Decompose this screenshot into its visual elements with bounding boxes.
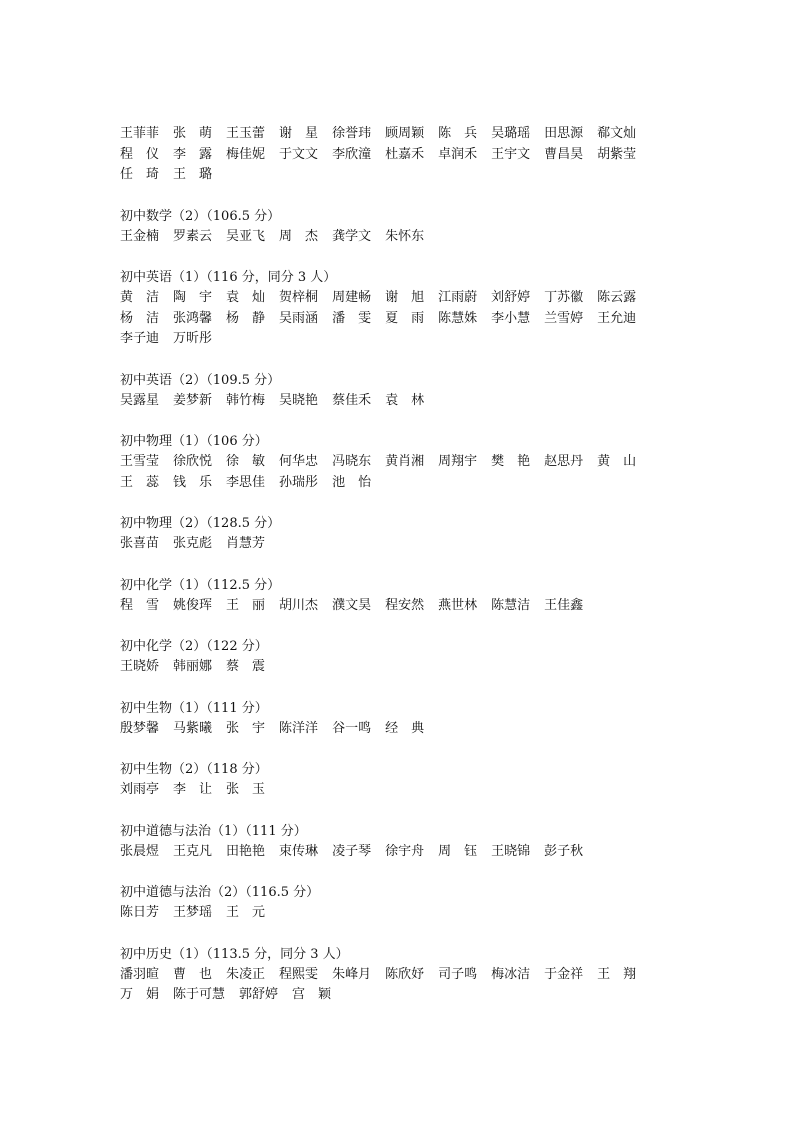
student-name: 黄 山	[597, 454, 637, 469]
student-name: 蔡佳禾	[332, 392, 372, 408]
student-name: 李欣潼	[332, 146, 372, 162]
student-name: 李 让	[173, 782, 213, 797]
student-name: 程熙雯	[279, 966, 319, 982]
student-name: 陈于可慧	[173, 987, 226, 1002]
student-name: 刘舒婷	[491, 290, 531, 305]
student-name: 王金楠	[120, 228, 160, 244]
student-name: 卓润禾	[438, 146, 478, 162]
student-name: 周 杰	[279, 228, 319, 244]
student-name: 梅佳妮	[226, 146, 266, 162]
student-name: 王梦瑶	[173, 905, 213, 920]
section-heading: 初中英语（2）（109.5 分）	[120, 372, 281, 388]
name-list	[120, 780, 680, 801]
section-heading: 初中化学（1）（112.5 分）	[120, 577, 281, 593]
student-name: 王玉蕾	[226, 126, 266, 141]
student-name: 王菲菲	[120, 126, 160, 141]
student-name: 陈欣妤	[385, 966, 425, 982]
student-name: 兰雪婷	[544, 310, 584, 326]
subject-section	[120, 207, 680, 248]
student-name: 顾周颖	[385, 126, 425, 141]
student-name: 吴雨涵	[279, 310, 319, 326]
student-name: 王 翔	[597, 966, 637, 982]
student-name: 胡川杰	[279, 597, 319, 613]
student-name: 程安然	[385, 597, 425, 613]
student-name: 朱峰月	[332, 966, 372, 982]
student-name: 张喜苗	[120, 536, 160, 551]
student-name: 王宇文	[491, 146, 531, 162]
section-heading: 初中数学（2）（106.5 分）	[120, 208, 281, 224]
student-name: 田艳艳	[226, 843, 266, 859]
student-name: 姜梦新	[173, 392, 213, 408]
student-name: 朱怀东	[385, 228, 425, 244]
student-name: 谢 旭	[385, 290, 425, 305]
name-list	[120, 903, 680, 924]
name-list	[120, 124, 680, 186]
student-name: 燕世林	[438, 597, 478, 613]
name-list	[120, 227, 680, 248]
student-name: 黄肖湘	[385, 454, 425, 469]
subject-section	[120, 945, 680, 1006]
student-name: 夏 雨	[385, 310, 425, 326]
student-name: 陈慧洁	[491, 597, 531, 613]
student-name: 周 钰	[438, 843, 478, 859]
section-heading: 初中生物（1）（111 分）	[120, 700, 268, 716]
student-name: 袁 灿	[226, 290, 266, 305]
student-name: 任 琦	[120, 167, 160, 182]
student-name: 潘羽暄	[120, 966, 160, 982]
student-name: 黄 洁	[120, 290, 160, 305]
student-name: 陈云露	[597, 290, 637, 305]
subject-section	[120, 760, 680, 801]
subject-section	[120, 883, 680, 924]
student-name: 罗素云	[173, 228, 213, 244]
student-name: 曹 也	[173, 966, 213, 982]
student-name: 王佳鑫	[544, 597, 584, 613]
student-name: 郭舒婷	[239, 987, 279, 1002]
student-name: 贺梓桐	[279, 290, 319, 305]
student-name: 陈洋洋	[279, 720, 319, 736]
subject-section	[120, 637, 680, 678]
student-name: 凌子琴	[332, 843, 372, 859]
subject-section	[120, 268, 680, 350]
student-name: 李思佳	[226, 474, 266, 490]
student-name: 杜嘉禾	[385, 146, 425, 162]
student-name: 彭子秋	[544, 843, 584, 859]
name-list	[120, 657, 680, 678]
student-name: 谷一鸣	[332, 720, 372, 736]
student-name: 曹昌昊	[544, 146, 584, 162]
student-name: 徐誉玮	[332, 126, 372, 141]
student-name: 吴晓艳	[279, 392, 319, 408]
student-name: 张 宇	[226, 720, 266, 736]
student-name: 姚俊珲	[173, 597, 213, 613]
student-name: 王雪莹	[120, 454, 160, 469]
student-name: 程 雪	[120, 597, 160, 613]
name-list	[120, 288, 680, 350]
student-name: 韩丽娜	[173, 659, 213, 674]
subject-section	[120, 124, 680, 186]
section-heading: 初中物理（1）（106 分）	[120, 434, 268, 449]
student-name: 于文文	[279, 146, 319, 162]
student-name: 龚学文	[332, 228, 372, 244]
student-name: 江雨蔚	[438, 290, 478, 305]
student-name: 朱凌正	[226, 966, 266, 982]
section-heading: 初中化学（2）（122 分）	[120, 639, 268, 654]
student-name: 李小慧	[491, 310, 531, 326]
student-name: 王克凡	[173, 843, 213, 859]
student-name: 潘 雯	[332, 310, 372, 326]
student-name: 杨 静	[226, 310, 266, 326]
student-name: 陈日芳	[120, 905, 160, 920]
award-list	[120, 124, 680, 1027]
section-heading: 初中历史（1）（113.5 分，同分 3 人）	[120, 946, 349, 962]
student-name: 王 元	[226, 905, 266, 920]
student-name: 肖慧芳	[226, 536, 266, 551]
student-name: 丁苏徽	[544, 290, 584, 305]
student-name: 张 萌	[173, 126, 213, 141]
student-name: 王 丽	[226, 597, 266, 613]
name-list	[120, 452, 680, 493]
student-name: 陶 宇	[173, 290, 213, 305]
student-name: 王 璐	[173, 167, 213, 182]
student-name: 程 仪	[120, 146, 160, 162]
student-name: 万 娟	[120, 987, 160, 1002]
subject-section	[120, 514, 680, 555]
section-heading: 初中物理（2）（128.5 分）	[120, 516, 281, 531]
student-name: 束传琳	[279, 843, 319, 859]
subject-section	[120, 576, 680, 617]
student-name: 王晓锦	[491, 843, 531, 859]
section-heading: 初中道德与法治（2）（116.5 分）	[120, 885, 320, 900]
student-name: 袁 林	[385, 392, 425, 408]
student-name: 于金祥	[544, 966, 584, 982]
student-name: 池 怡	[332, 474, 372, 490]
student-name: 蔡 震	[226, 659, 266, 674]
name-list	[120, 965, 680, 1006]
name-list	[120, 596, 680, 617]
student-name: 梅冰洁	[491, 966, 531, 982]
subject-section	[120, 699, 680, 740]
student-name: 田思源	[544, 126, 584, 141]
student-name: 李子迪	[120, 331, 160, 346]
student-name: 濮文昊	[332, 597, 372, 613]
student-name: 吴璐瑶	[491, 126, 531, 141]
student-name: 吴露星	[120, 392, 160, 408]
student-name: 万昕彤	[173, 331, 213, 346]
name-list	[120, 719, 680, 740]
section-heading: 初中生物（2）（118 分）	[120, 762, 268, 777]
student-name: 王允迪	[597, 310, 637, 326]
student-name: 徐欣悦	[173, 454, 213, 469]
student-name: 吴亚飞	[226, 228, 266, 244]
student-name: 李 露	[173, 146, 213, 162]
student-name: 司子鸣	[438, 966, 478, 982]
student-name: 韩竹梅	[226, 392, 266, 408]
section-heading: 初中英语（1）（116 分，同分 3 人）	[120, 270, 337, 285]
student-name: 周翔宇	[438, 454, 478, 469]
subject-section	[120, 371, 680, 412]
student-name: 陈 兵	[438, 126, 478, 141]
student-name: 冯晓东	[332, 454, 372, 469]
student-name: 周建畅	[332, 290, 372, 305]
student-name: 张 玉	[226, 782, 266, 797]
student-name: 张克彪	[173, 536, 213, 551]
student-name: 王 蕊	[120, 474, 160, 490]
student-name: 樊 艳	[491, 454, 531, 469]
student-name: 张晨煜	[120, 843, 160, 859]
student-name: 宫 颖	[292, 987, 332, 1002]
student-name: 钱 乐	[173, 474, 213, 490]
student-name: 赵思丹	[544, 454, 584, 469]
student-name: 孙瑞彤	[279, 474, 319, 490]
student-name: 杨 洁	[120, 310, 160, 326]
student-name: 殷梦馨	[120, 720, 160, 736]
subject-section	[120, 822, 680, 863]
student-name: 经 典	[385, 720, 425, 736]
student-name: 郗文灿	[597, 126, 637, 141]
student-name: 何华忠	[279, 454, 319, 469]
student-name: 王晓娇	[120, 659, 160, 674]
student-name: 徐 敏	[226, 454, 266, 469]
subject-section	[120, 432, 680, 493]
student-name: 徐宇舟	[385, 843, 425, 859]
name-list	[120, 534, 680, 555]
section-heading: 初中道德与法治（1）（111 分）	[120, 823, 307, 839]
name-list	[120, 842, 680, 863]
student-name: 马紫曦	[173, 720, 213, 736]
name-list	[120, 391, 680, 412]
student-name: 胡紫莹	[597, 146, 637, 162]
student-name: 谢 星	[279, 126, 319, 141]
student-name: 刘雨亭	[120, 782, 160, 797]
student-name: 陈慧姝	[438, 310, 478, 326]
student-name: 张鸿馨	[173, 310, 213, 326]
